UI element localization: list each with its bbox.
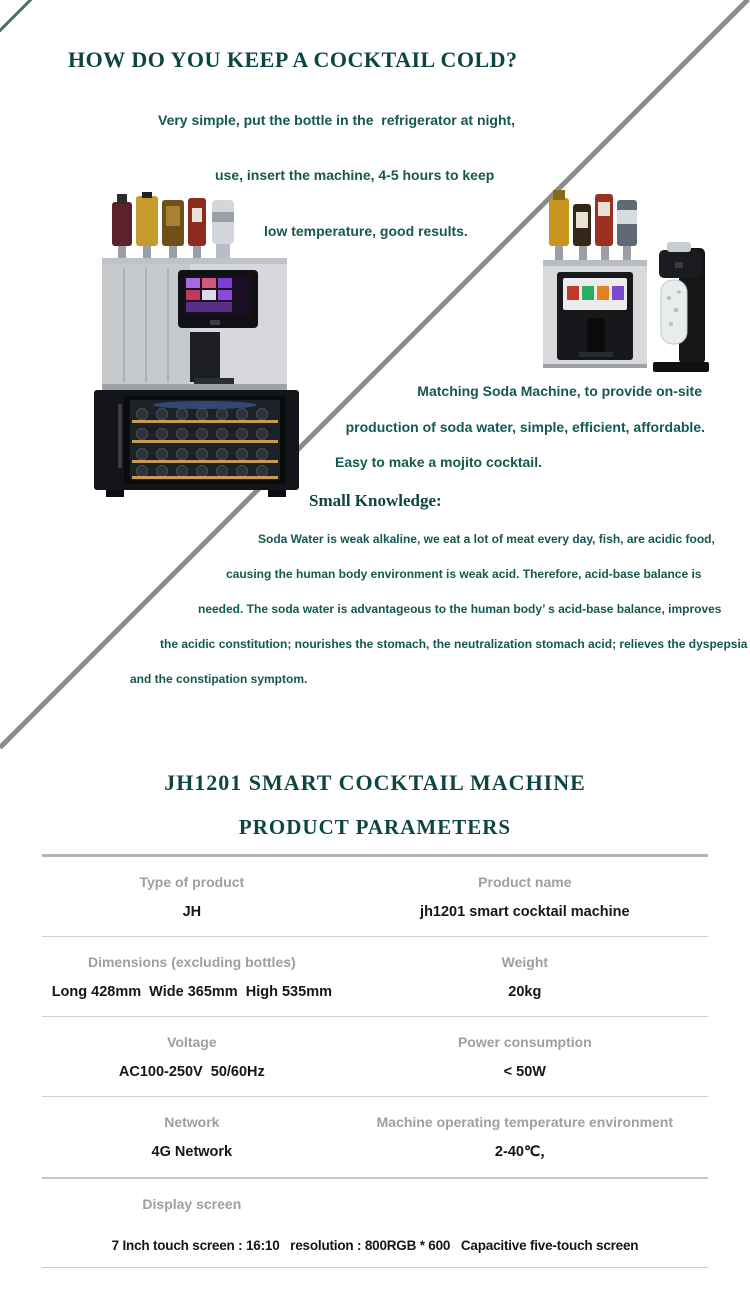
spec-table bbox=[42, 854, 708, 1268]
spec-row bbox=[42, 937, 708, 1017]
intro-line: Very simple, put the bottle in the refrigerator at night, bbox=[158, 112, 516, 128]
spec-value: AC100-250V 50/60Hz bbox=[118, 1064, 265, 1080]
knowledge-line: needed. The soda water is advantageous to the human body’ s acid-base balance, improves bbox=[198, 602, 722, 616]
soda-line: Matching Soda Machine, to provide on-site bbox=[417, 383, 702, 399]
cocktail-machine bbox=[102, 258, 287, 390]
knowledge-line: and the constipation symptom. bbox=[130, 672, 308, 686]
knowledge-title: Small Knowledge: bbox=[309, 491, 442, 510]
wine-cooler bbox=[94, 390, 299, 497]
liquor-bottles bbox=[112, 192, 234, 260]
spec-value: 4G Network bbox=[151, 1144, 233, 1160]
spec-value: 7 Inch touch screen : 16:10 resolution : 800RGB * 600 Capacitive five-touch screen bbox=[111, 1238, 639, 1253]
hero-title: HOW DO YOU KEEP A COCKTAIL COLD? bbox=[68, 47, 518, 72]
cocktail-machine bbox=[543, 260, 647, 368]
spec-row bbox=[42, 1179, 708, 1268]
soda-line: Easy to make a mojito cocktail. bbox=[335, 454, 542, 470]
spec-label: Voltage bbox=[167, 1034, 217, 1050]
spec-value: jh1201 smart cocktail machine bbox=[420, 904, 630, 920]
knowledge-line: causing the human body environment is weak acid. Therefore, acid-base balance is bbox=[226, 567, 702, 581]
liquor-bottles bbox=[549, 190, 637, 260]
corner-accent-line bbox=[0, 0, 32, 33]
intro-line: low temperature, good results. bbox=[264, 223, 468, 239]
spec-row bbox=[42, 1097, 708, 1179]
spec-label: Type of product bbox=[139, 874, 245, 890]
knowledge-line: Soda Water is weak alkaline, we eat a lot of meat every day, fish, are acidic food, bbox=[258, 532, 715, 546]
knowledge-line: the acidic constitution; nourishes the stomach, the neutralization stomach acid; relieves the dyspepsia bbox=[160, 637, 748, 651]
spec-label: Machine operating temperature environment bbox=[376, 1114, 674, 1130]
spec-value: 20kg bbox=[508, 984, 542, 1000]
soda-line: production of soda water, simple, efficient, affordable. bbox=[345, 419, 705, 435]
soda-maker bbox=[653, 242, 709, 372]
spec-label: Dimensions (excluding bottles) bbox=[87, 954, 296, 970]
spec-label: Display screen bbox=[142, 1196, 242, 1212]
spec-label: Power consumption bbox=[457, 1034, 592, 1050]
spec-row bbox=[42, 857, 708, 937]
spec-value: Long 428mm Wide 365mm High 535mm bbox=[51, 984, 332, 1000]
left-product-photo bbox=[72, 192, 322, 497]
params-title: JH1201 SMART COCKTAIL MACHINE bbox=[164, 770, 586, 795]
spec-value: 2-40℃， bbox=[494, 1144, 555, 1160]
spec-label: Network bbox=[164, 1114, 220, 1130]
spec-label: Product name bbox=[478, 874, 572, 890]
spec-label: Weight bbox=[501, 954, 549, 970]
params-subtitle: PRODUCT PARAMETERS bbox=[238, 815, 512, 839]
spec-value: < 50W bbox=[503, 1064, 546, 1080]
spec-row bbox=[42, 1017, 708, 1097]
intro-line: use, insert the machine, 4-5 hours to keep bbox=[215, 167, 495, 183]
right-product-photo bbox=[543, 188, 713, 378]
spec-value: JH bbox=[182, 904, 202, 920]
